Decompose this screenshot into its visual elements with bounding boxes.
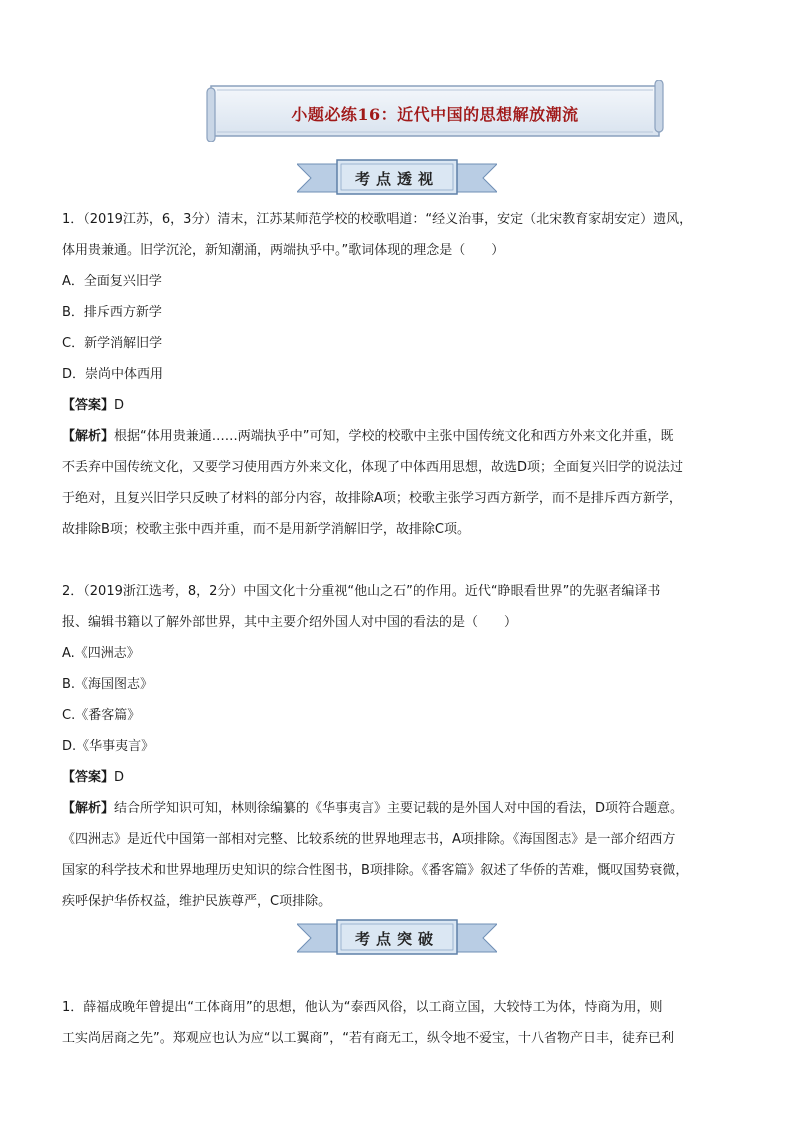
q2-analysis-label: 【解析】 [62,801,115,816]
q2-option-a: A.《四洲志》 [62,646,140,661]
section-ribbon-1 [297,158,497,198]
q2-option-b: B.《海国图志》 [62,677,154,692]
q1-option-b: B．排斥西方新学 [62,305,162,320]
q1-analysis-label: 【解析】 [62,429,115,444]
title-banner [205,80,665,142]
q1-stem-line1: 1．（2019江苏，6，3分）清末，江苏某师范学校的校歌唱道：“经义治事，安定（北宋教育家胡安定）遗风， [62,212,693,227]
q2-stem-line2: 报、编辑书籍以了解外部世界，其中主要介绍外国人对中国的看法的是（ ） [62,615,518,630]
q2-analysis-line2: 《四洲志》是近代中国第一部相对完整、比较系统的世界地理志书，A项排除。《海国图志》是一部介绍西方 [62,832,676,847]
q1-analysis-line4: 故排除B项；校歌主张中西并重，而不是用新学消解旧学，故排除C项。 [62,522,470,537]
q2-option-c: C.《番客篇》 [62,708,141,723]
q1-answer-value: D [114,398,125,413]
section-ribbon-2 [297,918,497,958]
q2-option-d: D.《华事夷言》 [62,739,155,754]
section-label-1: 考点透视 [354,170,439,188]
q2-analysis-line3: 国家的科学技术和世界地理历史知识的综合性图书，B项排除。《番客篇》叙述了华侨的苦难，慨叹国势衰微， [62,863,689,878]
q2-analysis-line1 [62,793,742,824]
q1-analysis-line1 [62,421,742,452]
q1-stem-line2: 体用贵兼通。旧学沉沦，新知潮涌，两端执乎中。”歌词体现的理念是（ ） [62,243,505,258]
q2-stem-line1: 2．（2019浙江选考，8，2分）中国文化十分重视“他山之石”的作用。近代“睁眼看世界”的先驱者编译书 [62,584,661,599]
question-2 [62,576,742,917]
q1-option-a: A．全面复兴旧学 [62,274,162,289]
q1-analysis-text1: 根据“体用贵兼通……两端执乎中”可知，学校的校歌中主张中国传统文化和西方外来文化并重，既 [114,429,674,444]
q1-option-d: D．崇尚中体西用 [62,367,164,382]
q2-answer-value: D [114,770,125,785]
q1-analysis-line2: 不丢弃中国传统文化，又要学习使用西方外来文化，体现了中体西用思想，故选D项；全面复兴旧学的说法过 [62,460,684,475]
q1-answer-label: 【答案】 [62,398,115,413]
p1-line1: 1．薛福成晚年曾提出“工体商用”的思想，他认为“泰西风俗，以工商立国，大较恃工为体，恃商为用，则 [62,1000,663,1015]
practice-question-1 [62,992,742,1054]
q2-analysis-text1: 结合所学知识可知，林则徐编纂的《华事夷言》主要记载的是外国人对中国的看法，D项符合题意。 [114,801,684,816]
page-title: 小题必练16：近代中国的思想解放潮流 [291,105,579,124]
section-label-2: 考点突破 [354,930,439,948]
q1-analysis-line3: 于绝对，且复兴旧学只反映了材料的部分内容，故排除A项；校歌主张学习西方新学，而不是排斥西方新学， [62,491,682,506]
question-1 [62,204,742,545]
p1-line2: 工实尚居商之先”。郑观应也认为应“以工翼商”，“若有商无工，纵令地不爱宝，十八省物产日丰，徒弃已利 [62,1031,674,1046]
q2-answer [62,762,742,793]
q2-answer-label: 【答案】 [62,770,115,785]
q2-analysis-line4: 疾呼保护华侨权益，维护民族尊严，C项排除。 [62,894,332,909]
q1-option-c: C．新学消解旧学 [62,336,163,351]
q1-answer [62,390,742,421]
